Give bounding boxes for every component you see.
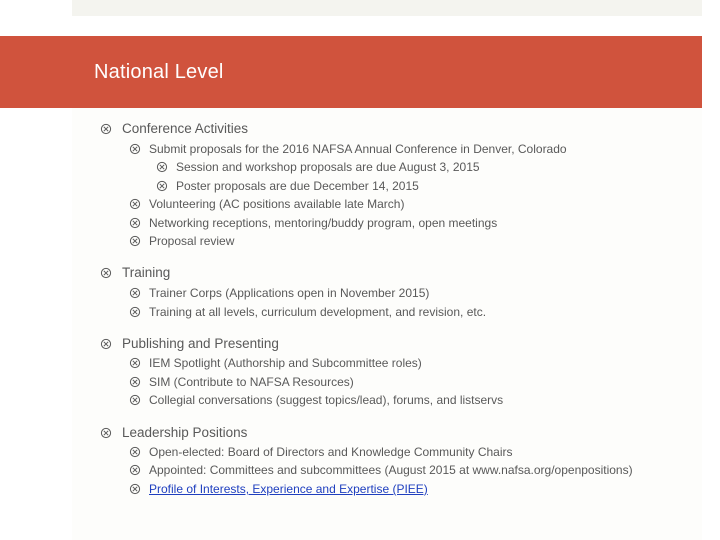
circled-x-icon xyxy=(129,217,141,229)
list-subitem: Session and workshop proposals are due August 3, 2015 xyxy=(176,160,480,174)
list-item: Submit proposals for the 2016 NAFSA Annual Conference in Denver, Colorado xyxy=(149,142,567,156)
circled-x-icon xyxy=(129,446,141,458)
circled-x-icon xyxy=(100,267,112,279)
list-item: IEM Spotlight (Authorship and Subcommittee roles) xyxy=(149,356,422,370)
circled-x-icon xyxy=(100,123,112,135)
section-heading-leadership: Leadership Positions xyxy=(122,425,247,440)
section-heading-training: Training xyxy=(122,265,170,280)
list-item: Training at all levels, curriculum development, and revision, etc. xyxy=(149,305,486,319)
circled-x-icon xyxy=(100,338,112,350)
circled-x-icon xyxy=(129,143,141,155)
circled-x-icon xyxy=(129,306,141,318)
list-subitem: Poster proposals are due December 14, 2015 xyxy=(176,179,419,193)
list-item: Collegial conversations (suggest topics/lead), forums, and listservs xyxy=(149,393,503,407)
list-item: Volunteering (AC positions available late March) xyxy=(149,197,404,211)
circled-x-icon xyxy=(156,180,168,192)
circled-x-icon xyxy=(129,357,141,369)
list-item: SIM (Contribute to NAFSA Resources) xyxy=(149,375,354,389)
list-item: Appointed: Committees and subcommittees (August 2015 at www.nafsa.org/openpositions) xyxy=(149,463,633,477)
circled-x-icon xyxy=(129,376,141,388)
section-heading-publishing: Publishing and Presenting xyxy=(122,336,279,351)
circled-x-icon xyxy=(129,287,141,299)
circled-x-icon xyxy=(129,464,141,476)
circled-x-icon xyxy=(129,198,141,210)
piee-link[interactable]: Profile of Interests, Experience and Expertise (PIEE) xyxy=(149,482,428,496)
section-heading-conference: Conference Activities xyxy=(122,121,248,136)
circled-x-icon xyxy=(129,483,141,495)
circled-x-icon xyxy=(156,161,168,173)
circled-x-icon xyxy=(129,394,141,406)
list-item: Networking receptions, mentoring/buddy program, open meetings xyxy=(149,216,497,230)
page-title: National Level xyxy=(94,61,224,83)
list-item: Open-elected: Board of Directors and Knowledge Community Chairs xyxy=(149,445,513,459)
circled-x-icon xyxy=(100,427,112,439)
circled-x-icon xyxy=(129,235,141,247)
list-item xyxy=(149,482,428,496)
list-item: Trainer Corps (Applications open in November 2015) xyxy=(149,286,429,300)
list-item: Proposal review xyxy=(149,234,234,248)
